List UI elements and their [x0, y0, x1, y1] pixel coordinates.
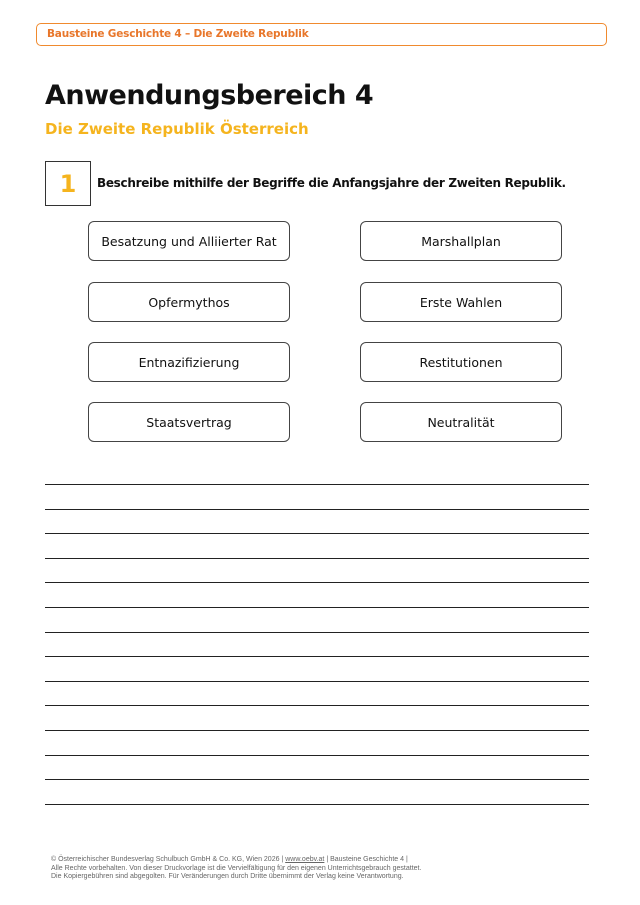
writing-line[interactable] [45, 681, 589, 682]
writing-line[interactable] [45, 607, 589, 608]
task-number: 1 [59, 169, 77, 198]
term-box: Neutralität [360, 402, 562, 442]
writing-line[interactable] [45, 804, 589, 805]
header-bar [36, 23, 607, 46]
writing-line[interactable] [45, 705, 589, 706]
footer-line-2: Alle Rechte vorbehalten. Von dieser Druckvorlage ist die Vervielfältigung für den eigenen Unterrichtsgebrauch gestattet. [51, 864, 422, 872]
writing-line[interactable] [45, 509, 589, 510]
footer-line-1: © Österreichischer Bundesverlag Schulbuch GmbH & Co. KG, Wien 2026 | www.oebv.at | Bausteine Geschichte 4 | [51, 856, 408, 863]
term-box: Erste Wahlen [360, 282, 562, 322]
writing-line[interactable] [45, 632, 589, 633]
term-box: Entnazifizierung [88, 342, 290, 382]
writing-line[interactable] [45, 730, 589, 731]
writing-line[interactable] [45, 755, 589, 756]
footer-link[interactable]: www.oebv.at [285, 856, 325, 863]
writing-line[interactable] [45, 779, 589, 780]
footer [51, 856, 421, 882]
task-number-box [45, 161, 91, 206]
term-box: Besatzung und Alliierter Rat [88, 221, 290, 261]
writing-line[interactable] [45, 582, 589, 583]
writing-line[interactable] [45, 533, 589, 534]
footer-line-3: Die Kopiergebühren sind abgegolten. Für Veränderungen durch Dritte übernimmt der Verlag keine Verantwortung. [51, 873, 404, 880]
writing-line[interactable] [45, 484, 589, 485]
page-title: Anwendungsbereich 4 [45, 80, 374, 111]
term-box: Restitutionen [360, 342, 562, 382]
term-box: Marshallplan [360, 221, 562, 261]
term-box: Staatsvertrag [88, 402, 290, 442]
writing-line[interactable] [45, 558, 589, 559]
header-text: Bausteine Geschichte 4 – Die Zweite Republik [47, 28, 309, 40]
term-box: Opfermythos [88, 282, 290, 322]
page-subtitle: Die Zweite Republik Österreich [45, 120, 309, 138]
task-instruction: Beschreibe mithilfe der Begriffe die Anfangsjahre der Zweiten Republik. [97, 176, 566, 190]
writing-line[interactable] [45, 656, 589, 657]
